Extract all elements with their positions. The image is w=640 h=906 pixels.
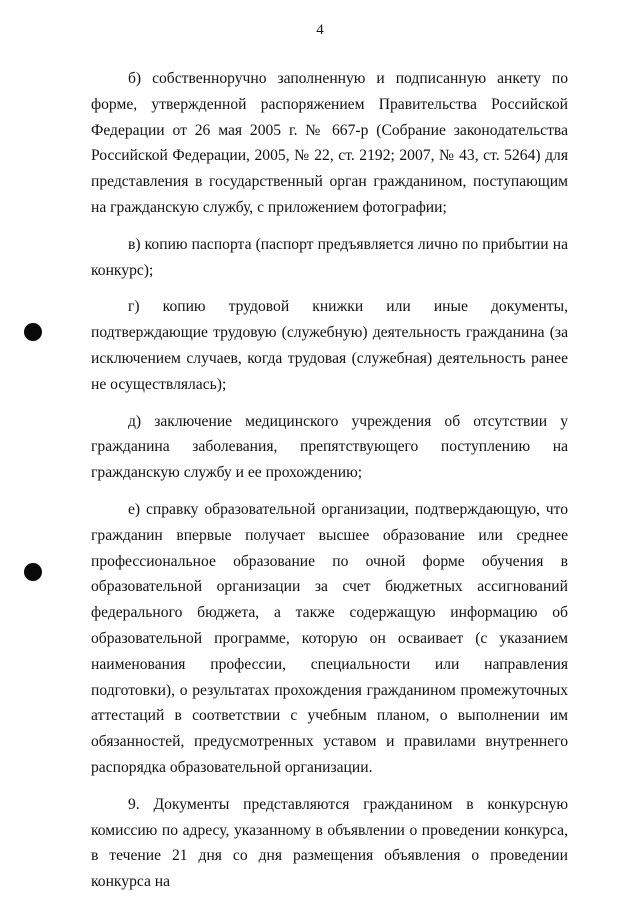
paragraph-item-g: г) копию трудовой книжки или иные документы, подтверждающие трудовую (служебную) деятельность гражданина (за исключением случаев, когда трудовая (служебная) деятельность ранее не осуществлялась);	[91, 298, 568, 393]
page-number: 4	[316, 22, 324, 38]
paragraph-item-d: д) заключение медицинского учреждения об отсутствии у гражданина заболевания, препятствующего поступлению на гражданскую службу и ее прохождению;	[91, 412, 568, 482]
paragraph-item-v: в) копию паспорта (паспорт предъявляется лично по прибытии на конкурс);	[91, 235, 568, 279]
paragraph-item-e: е) справку образовательной организации, подтверждающую, что гражданин впервые получает высшее образование или среднее профессиональное образование по очной форме обучения в образовательной организации за счет бюджетных ассигнований федерального бюджета, а также содержащую информацию об образовательной программе, которую он осваивает (с указанием наименования профессии, специальности или направления подготовки), о результатах прохождения гражданином промежуточных аттестаций в соответствии с учебным планом, о выполнении им обязанностей, предусмотренных уставом и правилами внутреннего распорядка образовательной организации.	[91, 500, 568, 776]
punch-hole	[24, 323, 42, 341]
document-body	[91, 66, 568, 906]
paragraph-item-9: 9. Документы представляются гражданином в конкурсную комиссию по адресу, указанному в объявлении о проведении конкурса, в течение 21 дня со дня размещения объявления о проведении конкурса на	[91, 795, 568, 891]
paragraph-item-b: б) собственноручно заполненную и подписанную анкету по форме, утвержденной распоряжением Правительства Российской Федерации от 26 мая 2005 г. № 667-р (Собрание законодательства Российской Федерации, 2005, № 22, ст. 2192; 2007, № 43, ст. 5264) для представления в государственный орган гражданином, поступающим на гражданскую службу, с приложением фотографии;	[91, 70, 568, 216]
punch-hole	[24, 563, 42, 581]
